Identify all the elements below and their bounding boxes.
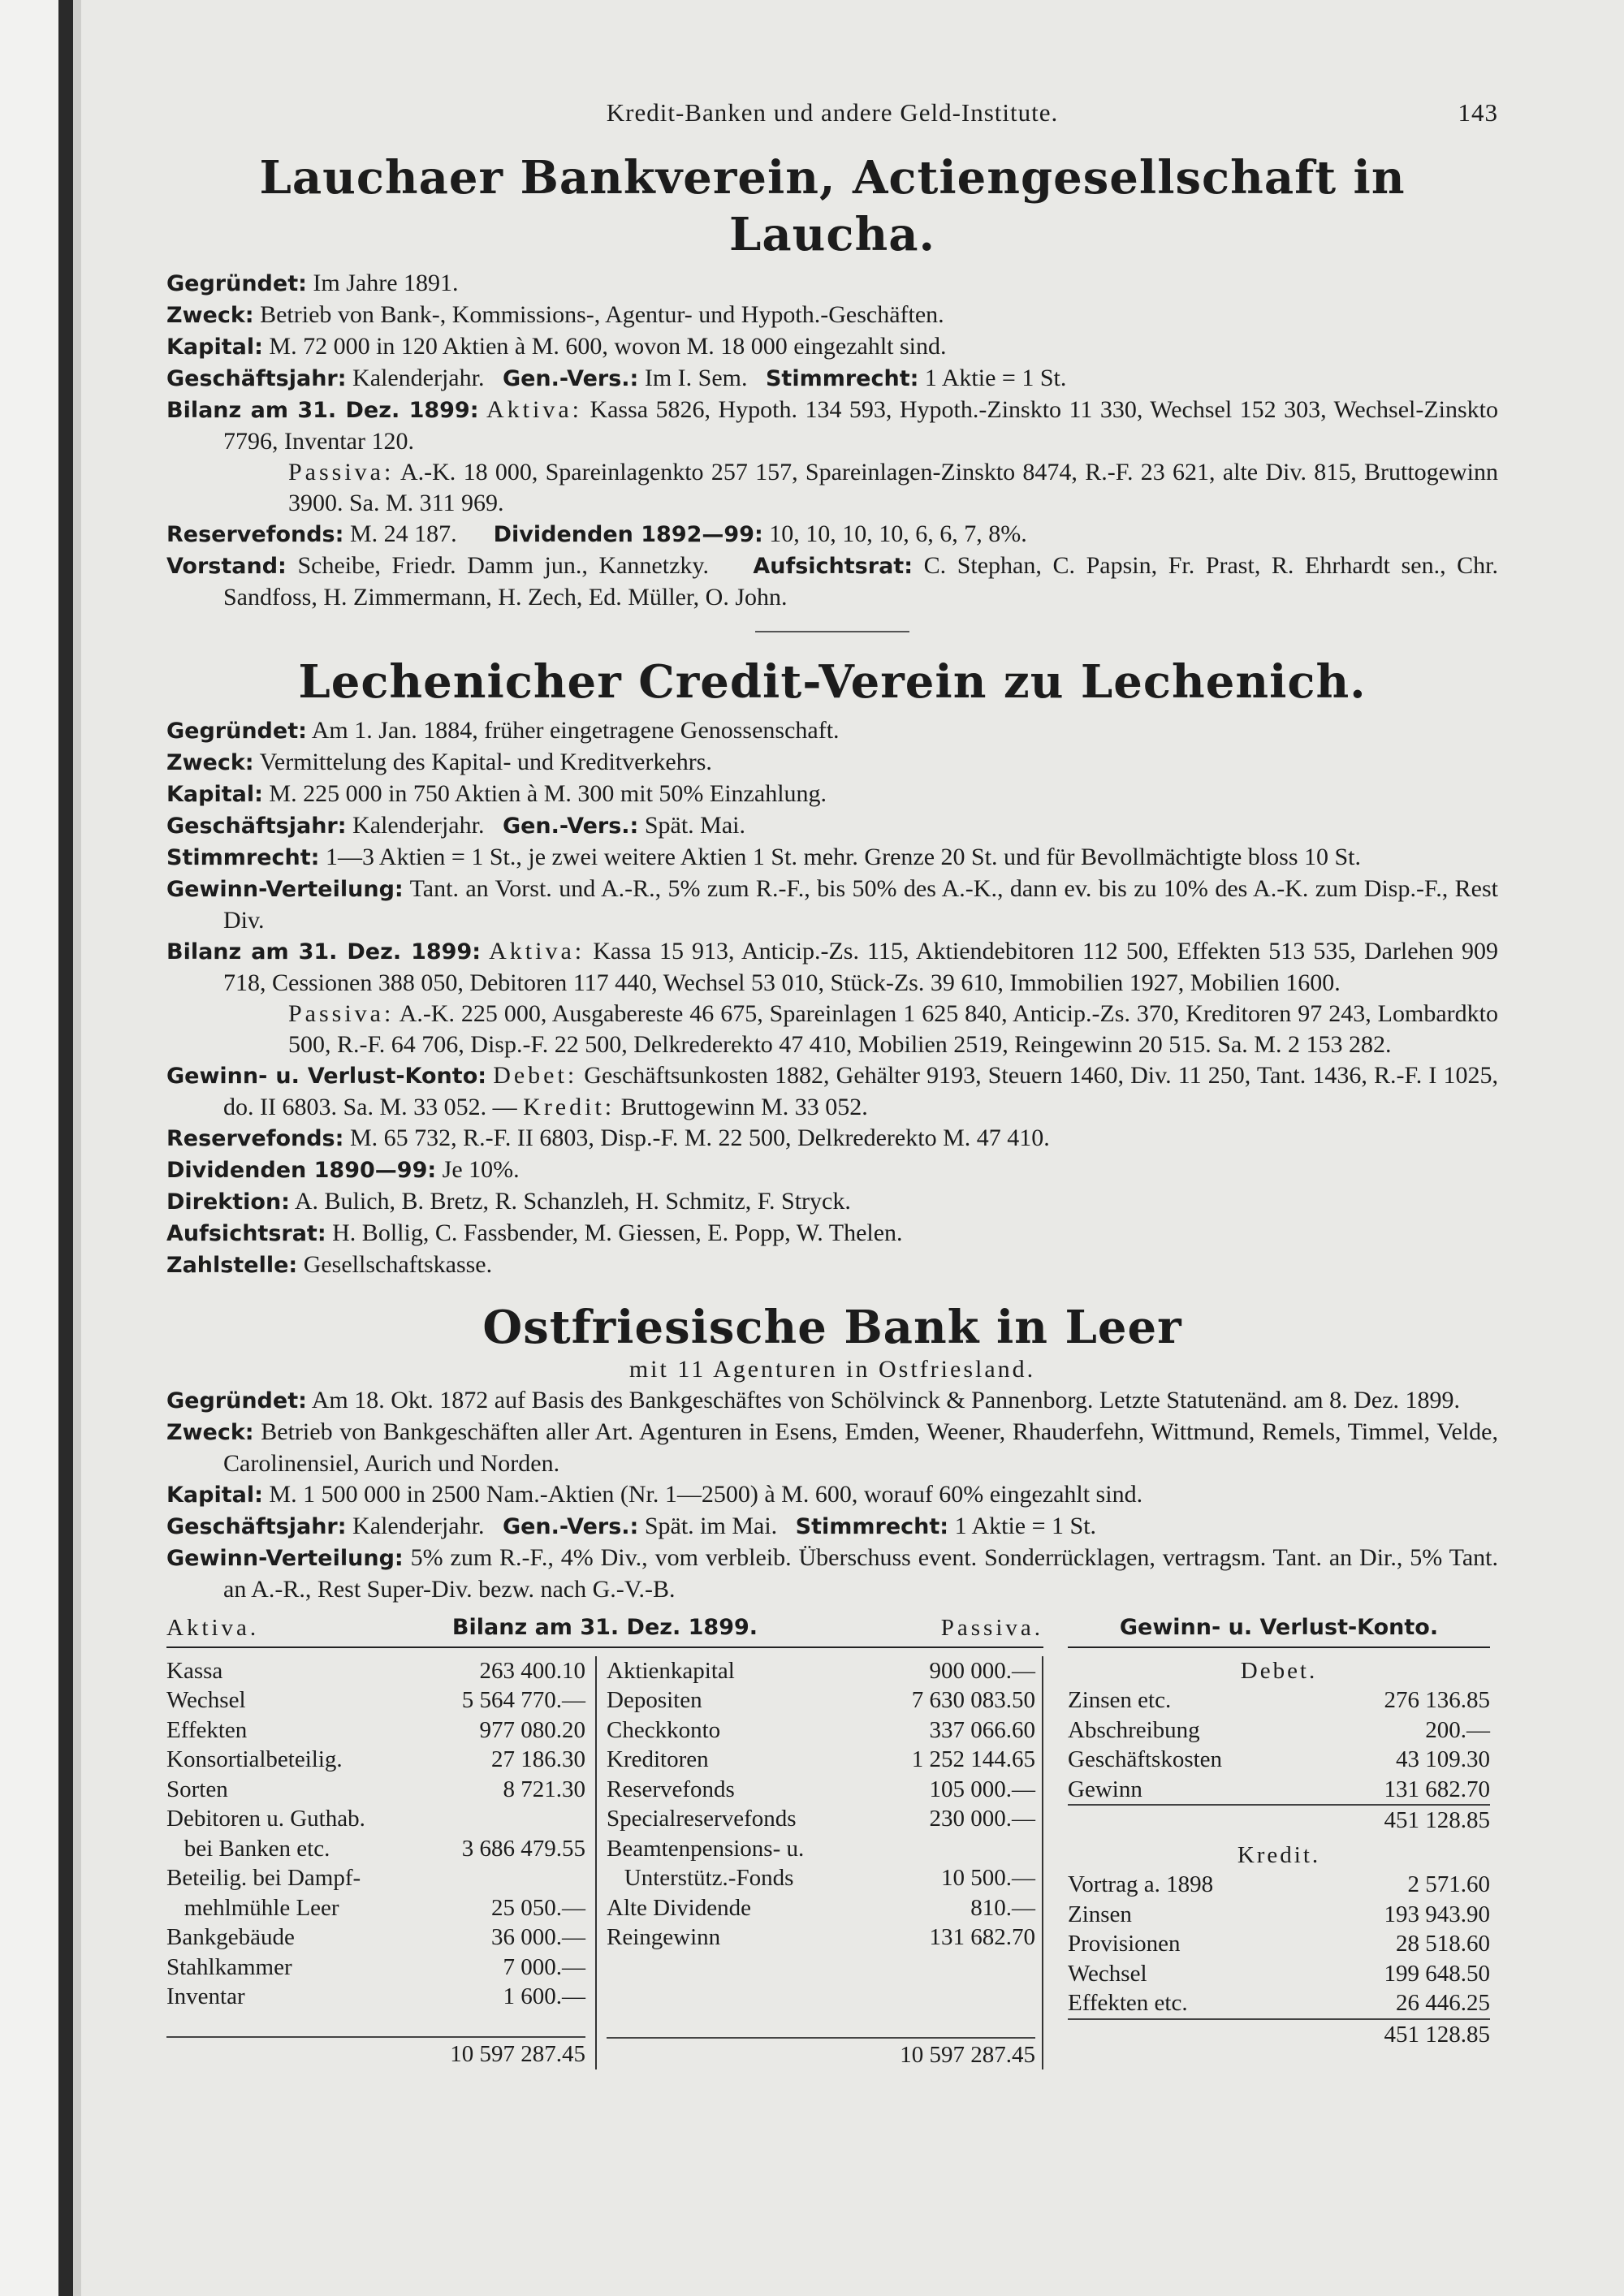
kredit-row bbox=[1068, 1870, 1490, 1900]
entry-bilanz-passiva: Passiva: A.-K. 225 000, Ausgabereste 46 675, Spareinlagen 1 625 840, Anticip.-Zs. 370, Kreditoren 97 243, Lombardkto 500, R.-F. 64 706, Disp.-F. 22 500, Delkrederekto 47 410, Mobilien 2519, Reingewinn 20 515. Sa. M. 2 153 282. bbox=[288, 1000, 1498, 1058]
passiva-row bbox=[607, 1656, 1035, 1686]
aktiva-row bbox=[166, 1745, 585, 1775]
entry-kapital: Kapital: M. 225 000 in 750 Aktien à M. 300 mit 50% Einzahlung. bbox=[166, 780, 827, 807]
passiva-row bbox=[607, 1834, 1035, 1864]
entry-gegruendet: Gegründet: Am 1. Jan. 1884, früher eingetragene Genossenschaft. bbox=[166, 717, 840, 744]
aktiva-row bbox=[166, 1775, 585, 1805]
debet-value: 43 109.30 bbox=[1396, 1746, 1490, 1772]
entry-gewinn-verteilung: Gewinn-Verteilung: Tant. an Vorst. und A.-R., 5% zum R.-F., bis 50% des A.-K., dann ev. bis zu 10% des A.-K. zum Disp.-F., Rest Div. bbox=[166, 875, 1498, 934]
bilanz-header bbox=[166, 1613, 1043, 1648]
entry-gegruendet: Gegründet: Am 18. Okt. 1872 auf Basis des Bankgeschäftes von Schölvinck & Pannenborg. Letzte Statutenänd. am 8. Dez. 1899. bbox=[166, 1387, 1460, 1413]
kredit-value: 2 571.60 bbox=[1407, 1871, 1490, 1897]
passiva-value: 337 066.60 bbox=[929, 1716, 1035, 1743]
entry-gewinn-verlust: Gewinn- u. Verlust-Konto: Debet: Geschäftsunkosten 1882, Gehälter 9193, Steuern 1460, Div. 11 250, Tant. 1436, R.-F. I 1025, do. II 6803. Sa. M. 33 052. — Kredit: Bruttogewinn M. 33 052. bbox=[166, 1062, 1499, 1120]
kredit-row bbox=[1068, 1929, 1490, 1959]
bilanz-heading: Bilanz am 31. Dez. 1899. bbox=[451, 1615, 758, 1640]
aktiva-row bbox=[166, 1834, 585, 1864]
gv-header bbox=[1068, 1613, 1490, 1648]
entry-direktion: Direktion: A. Bulich, B. Bretz, R. Schanzleh, H. Schmitz, F. Stryck. bbox=[166, 1188, 851, 1215]
passiva-value: 105 000.— bbox=[929, 1776, 1035, 1802]
content bbox=[166, 97, 1498, 2069]
passiva-row bbox=[607, 1923, 1035, 1953]
entry-reservefonds: Reservefonds: M. 24 187. Dividenden 1892—99: 10, 10, 10, 10, 6, 6, 7, 8%. bbox=[166, 520, 1027, 547]
kredit-row bbox=[1068, 1988, 1490, 2018]
kredit-row bbox=[1068, 1900, 1490, 1930]
aktiva-label: Debitoren u. Guthab. bbox=[166, 1806, 365, 1832]
aktiva-value: 27 186.30 bbox=[491, 1746, 585, 1772]
passiva-label: Reservefonds bbox=[607, 1776, 735, 1802]
debet-value: 131 682.70 bbox=[1384, 1776, 1490, 1802]
aktiva-row bbox=[166, 1863, 585, 1893]
aktiva-label: Stahlkammer bbox=[166, 1953, 292, 1980]
passiva-row bbox=[607, 1893, 1035, 1923]
passiva-value: 230 000.— bbox=[929, 1806, 1035, 1832]
debet-heading: Debet. bbox=[1240, 1657, 1318, 1684]
aktiva-value: 1 600.— bbox=[503, 1983, 585, 2009]
aktiva-row bbox=[166, 1953, 585, 1983]
debet-row bbox=[1068, 1685, 1490, 1716]
debet-value: 276 136.85 bbox=[1384, 1687, 1490, 1713]
aktiva-label: Konsortialbeteilig. bbox=[166, 1746, 343, 1772]
kredit-label: Vortrag a. 1898 bbox=[1068, 1871, 1214, 1897]
entry-bilanz-aktiva: Bilanz am 31. Dez. 1899: Aktiva: Kassa 15 913, Anticip.-Zs. 115, Aktiendebitoren 112 500, Effekten 513 535, Darlehen 909 718, Cessionen 388 050, Debitoren 117 440, Wechsel 53 010, Stück-Zs. 39 610, Immobilien 1927, Mobilien 1600. bbox=[166, 938, 1498, 996]
aktiva-value: 36 000.— bbox=[491, 1924, 585, 1950]
aktiva-value: 7 000.— bbox=[503, 1953, 585, 1980]
bilanz-table bbox=[166, 1613, 1043, 2069]
kredit-row bbox=[1068, 1959, 1490, 1989]
passiva-row bbox=[607, 1745, 1035, 1775]
debet-value: 200.— bbox=[1425, 1716, 1490, 1743]
binding-edge bbox=[0, 0, 81, 2296]
aktiva-heading: Aktiva. bbox=[166, 1615, 260, 1641]
kredit-label: Zinsen bbox=[1068, 1901, 1132, 1927]
section-title-leer: Ostfriesische Bank in Leer bbox=[482, 1301, 1182, 1354]
kredit-label: Wechsel bbox=[1068, 1960, 1147, 1987]
aktiva-row bbox=[166, 1804, 585, 1834]
passiva-value: 7 630 083.50 bbox=[911, 1687, 1035, 1713]
kredit-label: Effekten etc. bbox=[1068, 1990, 1188, 2016]
passiva-label: Kreditoren bbox=[607, 1746, 709, 1772]
section-subtitle: mit 11 Agenturen in Ostfriesland. bbox=[628, 1356, 1036, 1383]
entry-zweck: Zweck: Vermittelung des Kapital- und Kreditverkehrs. bbox=[166, 749, 712, 775]
entry-stimmrecht: Stimmrecht: 1—3 Aktien = 1 St., je zwei weitere Aktien 1 St. mehr. Grenze 20 St. und für Bevollmächtigte bloss 10 St. bbox=[166, 844, 1362, 870]
kredit-label: Provisionen bbox=[1068, 1931, 1181, 1957]
passiva-heading: Passiva. bbox=[940, 1615, 1043, 1641]
aktiva-total: 10 597 287.45 bbox=[166, 2036, 585, 2069]
passiva-label: Specialreservefonds bbox=[607, 1806, 797, 1832]
passiva-value: 10 500.— bbox=[941, 1865, 1035, 1891]
entry-geschaeftsjahr: Geschäftsjahr: Kalenderjahr. Gen.-Vers.: Im I. Sem. Stimmrecht: 1 Aktie = 1 St. bbox=[166, 365, 1067, 391]
entry-kapital: Kapital: M. 1 500 000 in 2500 Nam.-Aktien (Nr. 1—2500) à M. 600, worauf 60% eingezahlt sind. bbox=[166, 1481, 1143, 1508]
passiva-label: Alte Dividende bbox=[607, 1894, 751, 1921]
kredit-heading: Kredit. bbox=[1237, 1841, 1321, 1868]
entry-vorstand: Vorstand: Scheibe, Friedr. Damm jun., Kannetzky. Aufsichtsrat: C. Stephan, C. Papsin, Fr. Prast, R. Ehrhardt sen., Chr. Sandfoss, H. Zimmermann, H. Zech, Ed. Müller, O. John. bbox=[166, 552, 1499, 611]
entry-kapital: Kapital: M. 72 000 in 120 Aktien à M. 600, wovon M. 18 000 eingezahlt sind. bbox=[166, 333, 947, 360]
passiva-row bbox=[607, 1716, 1035, 1746]
passiva-value: 810.— bbox=[970, 1894, 1035, 1921]
aktiva-label: Beteilig. bei Dampf- bbox=[166, 1865, 361, 1891]
gewinn-verlust-table bbox=[1068, 1613, 1490, 2069]
aktiva-row bbox=[166, 1716, 585, 1746]
aktiva-value: 977 080.20 bbox=[479, 1716, 585, 1743]
kredit-value: 199 648.50 bbox=[1384, 1960, 1490, 1987]
entry-gewinn-verteilung: Gewinn-Verteilung: 5% zum R.-F., 4% Div., vom verbleib. Überschuss event. Sonderrücklagen, vertragsm. Tant. an Dir., 5% Tant. an A.-R., Rest Super-Div. bezw. nach G.-V.-B. bbox=[166, 1544, 1499, 1603]
passiva-label: Reingewinn bbox=[607, 1924, 721, 1950]
debet-row bbox=[1068, 1716, 1490, 1746]
kredit-value: 193 943.90 bbox=[1384, 1901, 1490, 1927]
aktiva-label: Wechsel bbox=[166, 1687, 246, 1713]
page-number: 143 bbox=[1458, 98, 1498, 127]
aktiva-value: 8 721.30 bbox=[503, 1776, 585, 1802]
debet-label: Zinsen etc. bbox=[1068, 1687, 1172, 1713]
financial-table bbox=[166, 1613, 1498, 2069]
aktiva-row bbox=[166, 1923, 585, 1953]
passiva-column bbox=[597, 1656, 1043, 2070]
aktiva-label: Bankgebäude bbox=[166, 1924, 295, 1950]
aktiva-label: bei Banken etc. bbox=[166, 1835, 330, 1862]
passiva-label: Depositen bbox=[607, 1687, 702, 1713]
passiva-label: Aktienkapital bbox=[607, 1657, 735, 1684]
aktiva-value: 3 686 479.55 bbox=[461, 1835, 585, 1862]
section-title-laucha: Lauchaer Bankverein, Actiengesellschaft in Laucha. bbox=[259, 151, 1406, 261]
aktiva-row bbox=[166, 1893, 585, 1923]
passiva-row bbox=[607, 1863, 1035, 1893]
passiva-label: Checkkonto bbox=[607, 1716, 721, 1743]
kredit-value: 26 446.25 bbox=[1396, 1990, 1490, 2016]
aktiva-value: 5 564 770.— bbox=[461, 1687, 585, 1713]
entry-geschaeftsjahr: Geschäftsjahr: Kalenderjahr. Gen.-Vers.: Spät. im Mai. Stimmrecht: 1 Aktie = 1 St. bbox=[166, 1513, 1097, 1539]
debet-label: Geschäftskosten bbox=[1068, 1746, 1223, 1772]
entry-zweck: Zweck: Betrieb von Bank-, Kommissions-, Agentur- und Hypoth.-Geschäften. bbox=[166, 301, 944, 328]
entry-aufsichtsrat: Aufsichtsrat: H. Bollig, C. Fassbender, M. Giessen, E. Popp, W. Thelen. bbox=[166, 1219, 903, 1246]
running-head-title: Kredit-Banken und andere Geld-Institute. bbox=[606, 98, 1059, 127]
section-divider bbox=[755, 631, 909, 632]
running-head bbox=[166, 97, 1498, 138]
entry-reservefonds: Reservefonds: M. 65 732, R.-F. II 6803, Disp.-F. M. 22 500, Delkrederekto M. 47 410. bbox=[166, 1124, 1050, 1151]
aktiva-value: 263 400.10 bbox=[479, 1657, 585, 1684]
entry-bilanz-passiva: Passiva: A.-K. 18 000, Spareinlagenkto 257 157, Spareinlagen-Zinskto 8474, R.-F. 23 621, alte Div. 815, Bruttogewinn 3900. Sa. M. 311 969. bbox=[288, 459, 1498, 516]
entry-zahlstelle: Zahlstelle: Gesellschaftskasse. bbox=[166, 1251, 493, 1278]
gv-heading: Gewinn- u. Verlust-Konto. bbox=[1119, 1615, 1439, 1640]
section-title-lechenich: Lechenicher Credit-Verein zu Lechenich. bbox=[298, 655, 1367, 709]
passiva-value: 1 252 144.65 bbox=[911, 1746, 1035, 1772]
debet-row bbox=[1068, 1745, 1490, 1775]
aktiva-label: Effekten bbox=[166, 1716, 248, 1743]
entry-zweck: Zweck: Betrieb von Bankgeschäften aller Art. Agenturen in Esens, Emden, Weener, Rhauderfehn, Wittmund, Remels, Timmel, Velde, Carolinensiel, Aurich und Norden. bbox=[166, 1418, 1498, 1477]
passiva-row bbox=[607, 1685, 1035, 1716]
passiva-row bbox=[607, 1804, 1035, 1834]
aktiva-label: Sorten bbox=[166, 1776, 228, 1802]
aktiva-row bbox=[166, 1656, 585, 1686]
aktiva-column bbox=[166, 1656, 597, 2070]
debet-total: 451 128.85 bbox=[1068, 1804, 1490, 1836]
debet-row bbox=[1068, 1775, 1490, 1805]
entry-geschaeftsjahr: Geschäftsjahr: Kalenderjahr. Gen.-Vers.: Spät. Mai. bbox=[166, 812, 745, 839]
passiva-row bbox=[607, 1775, 1035, 1805]
aktiva-label: Kassa bbox=[166, 1657, 223, 1684]
aktiva-row bbox=[166, 1982, 585, 2012]
entry-dividenden: Dividenden 1890—99: Je 10%. bbox=[166, 1156, 520, 1183]
passiva-label: Unterstütz.-Fonds bbox=[607, 1865, 794, 1891]
passiva-total: 10 597 287.45 bbox=[607, 2037, 1035, 2070]
aktiva-value: 25 050.— bbox=[491, 1894, 585, 1921]
aktiva-row bbox=[166, 1685, 585, 1716]
entry-gegruendet: Gegründet: Im Jahre 1891. bbox=[166, 270, 459, 296]
kredit-total: 451 128.85 bbox=[1068, 2018, 1490, 2050]
debet-label: Gewinn bbox=[1068, 1776, 1142, 1802]
kredit-value: 28 518.60 bbox=[1396, 1931, 1490, 1957]
passiva-value: 131 682.70 bbox=[929, 1924, 1035, 1950]
passiva-value: 900 000.— bbox=[929, 1657, 1035, 1684]
debet-label: Abschreibung bbox=[1068, 1716, 1200, 1743]
aktiva-label: mehlmühle Leer bbox=[166, 1894, 339, 1921]
entry-bilanz-aktiva: Bilanz am 31. Dez. 1899: Aktiva: Kassa 5826, Hypoth. 134 593, Hypoth.-Zinskto 11 330, Wechsel 152 303, Wechsel-Zinskto 7796, Inventar 120. bbox=[166, 396, 1499, 455]
passiva-label: Beamtenpensions- u. bbox=[607, 1835, 805, 1862]
aktiva-label: Inventar bbox=[166, 1983, 245, 2009]
